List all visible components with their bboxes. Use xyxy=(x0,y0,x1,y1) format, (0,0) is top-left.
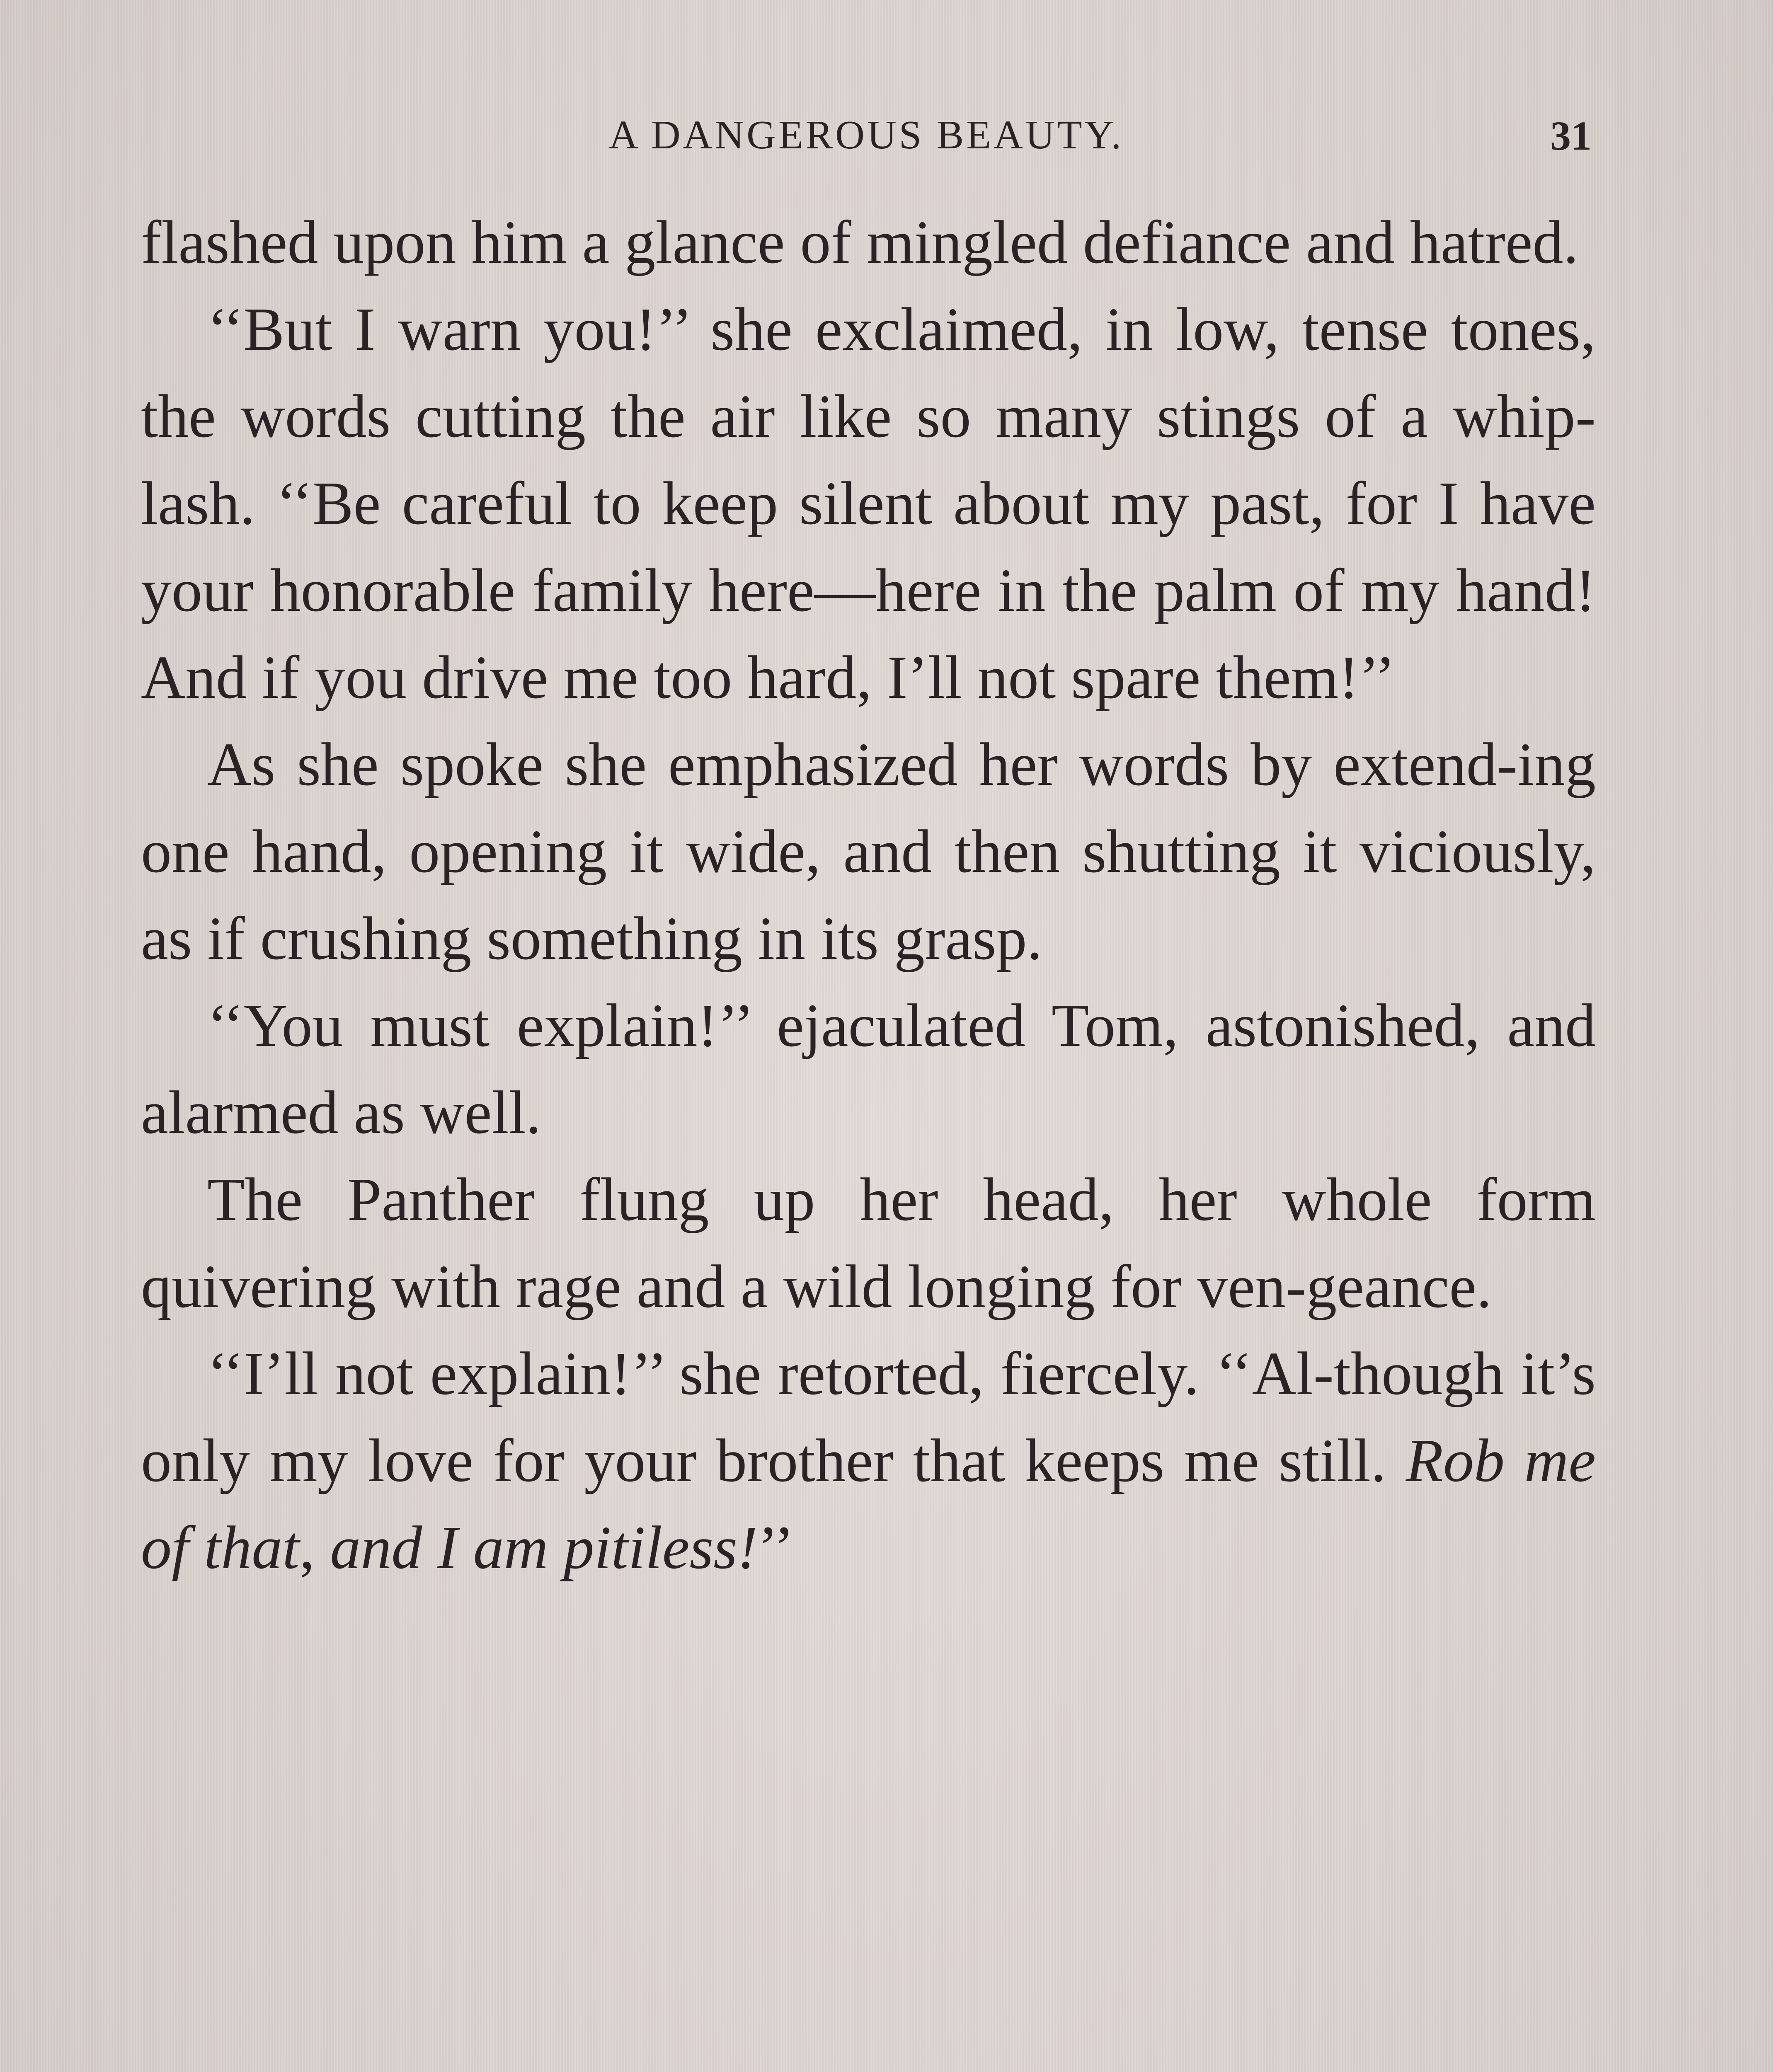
paragraph-text: As she spoke she emphasized her words by extend-ing one hand, opening it wide, and then shutting it viciously, as if crushing something in its grasp. xyxy=(141,731,1596,973)
paragraph xyxy=(141,1330,1596,1591)
paragraph-text: ‘‘I’ll not explain!’’ she retorted, fiercely. ‘‘Al-though it’s only my love for your brother that keeps me still. xyxy=(141,1340,1596,1495)
paragraph-text: ‘‘But I warn you!’’ she exclaimed, in low, tense tones, the words cutting the air like so many stings of a whip-lash. ‘‘Be careful to keep silent about my past, for I have your honorable family here—here in the palm of my hand! And if you drive me too hard, I’ll not spare them!’’ xyxy=(141,295,1596,712)
italic-text: Rob me of that xyxy=(141,1427,1596,1582)
paragraph xyxy=(141,199,1596,286)
page-number: 31 xyxy=(1550,113,1592,159)
paragraph-text: ’’ xyxy=(758,1514,794,1582)
running-title: A DANGEROUS BEAUTY. xyxy=(608,113,1124,157)
running-head xyxy=(141,112,1592,174)
paragraph-text: The Panther flung up her head, her whole form quivering with rage and a wild longing for ven-geance. xyxy=(141,1166,1596,1321)
paragraph-text: , xyxy=(299,1514,330,1582)
paragraph xyxy=(141,1156,1596,1330)
paragraph xyxy=(141,982,1596,1156)
paragraph-text: flashed upon him a glance of mingled defiance and hatred. xyxy=(141,208,1579,276)
body-text xyxy=(141,199,1596,1591)
italic-text: and I am pitiless! xyxy=(330,1514,758,1582)
paragraph xyxy=(141,721,1596,982)
paragraph-text: ‘‘You must explain!’’ ejaculated Tom, astonished, and alarmed as well. xyxy=(141,992,1596,1147)
paragraph xyxy=(141,286,1596,721)
